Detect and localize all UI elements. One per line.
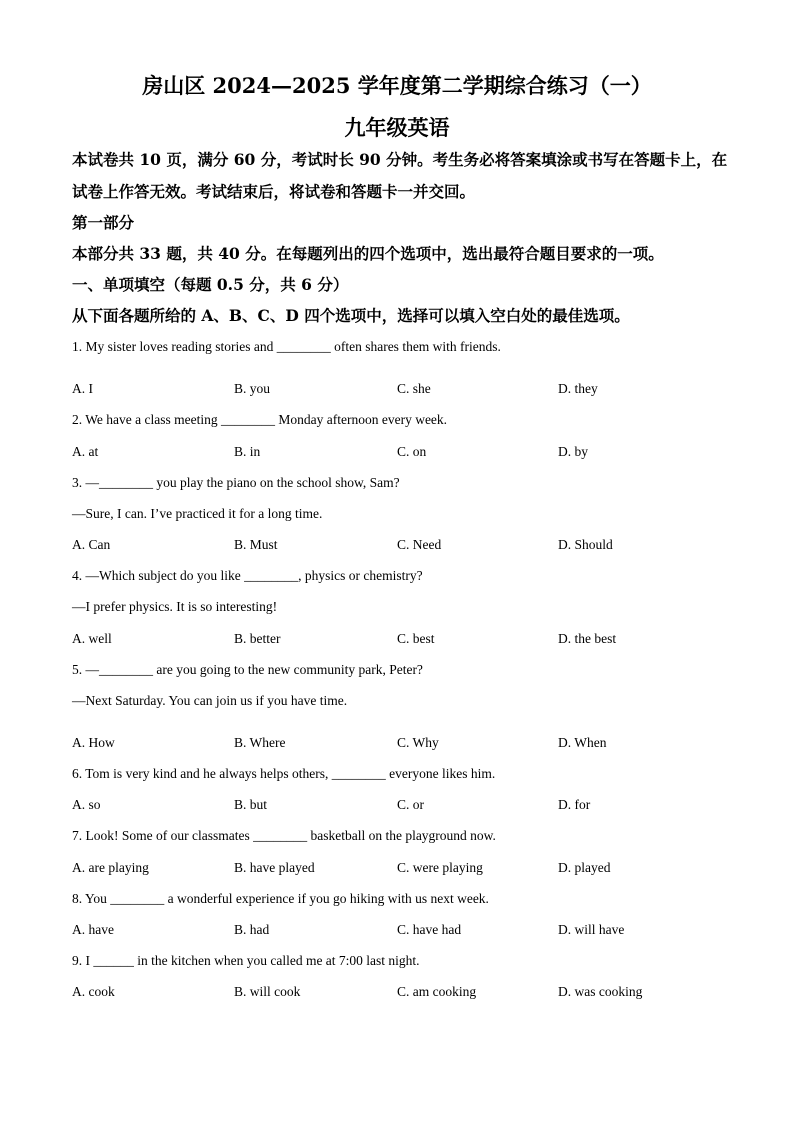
- question-6-option-b[interactable]: B. but: [234, 797, 268, 812]
- question-2-stem: 2. We have a class meeting ________ Monday afternoon every week.: [72, 412, 448, 427]
- question-2-option-b[interactable]: B. in: [234, 444, 261, 459]
- part-heading: 第一部分: [72, 213, 135, 232]
- question-7-stem: 7. Look! Some of our classmates ________ basketball on the playground now.: [72, 828, 496, 843]
- question-3-option-c[interactable]: C. Need: [397, 537, 442, 552]
- question-5-reply: —Next Saturday. You can join us if you have time.: [72, 693, 348, 708]
- question-9-option-d[interactable]: D. was cooking: [558, 984, 643, 999]
- question-1-option-d[interactable]: D. they: [558, 381, 598, 396]
- question-3-option-a[interactable]: A. Can: [72, 537, 111, 552]
- exam-title: 房山区 2024—2025 学年度第二学期综合练习（一）: [142, 73, 652, 98]
- exam-subtitle: 九年级英语: [344, 115, 450, 140]
- question-1-option-b[interactable]: B. you: [234, 381, 271, 396]
- part-description: 本部分共 33 题，共 40 分。在每题列出的四个选项中，选出最符合题目要求的一项。: [72, 244, 664, 263]
- question-2-option-d[interactable]: D. by: [558, 444, 588, 459]
- question-1-stem: 1. My sister loves reading stories and ________ often shares them with friends.: [72, 339, 501, 354]
- question-5-option-b[interactable]: B. Where: [234, 735, 286, 750]
- question-2-option-c[interactable]: C. on: [397, 444, 427, 459]
- question-4-reply: —I prefer physics. It is so interesting!: [72, 599, 278, 614]
- intro-line-2: 试卷上作答无效。考试结束后，将试卷和答题卡一并交回。: [72, 182, 476, 201]
- question-8-option-d[interactable]: D. will have: [558, 922, 625, 937]
- question-1-option-c[interactable]: C. she: [397, 381, 431, 396]
- question-5-option-a[interactable]: A. How: [72, 735, 115, 750]
- question-3-stem: 3. —________ you play the piano on the school show, Sam?: [72, 475, 400, 490]
- question-6-option-d[interactable]: D. for: [558, 797, 591, 812]
- question-9-option-b[interactable]: B. will cook: [234, 984, 301, 999]
- question-4-option-c[interactable]: C. best: [397, 631, 435, 646]
- question-5-option-d[interactable]: D. When: [558, 735, 607, 750]
- intro-line-1: 本试卷共 10 页，满分 60 分，考试时长 90 分钟。考生务必将答案填涂或书写在答题卡上，在: [72, 150, 728, 169]
- question-3-option-b[interactable]: B. Must: [234, 537, 278, 552]
- question-1-option-a[interactable]: A. I: [72, 381, 93, 396]
- question-4-option-b[interactable]: B. better: [234, 631, 281, 646]
- question-2-option-a[interactable]: A. at: [72, 444, 99, 459]
- question-6-option-a[interactable]: A. so: [72, 797, 101, 812]
- question-5-stem: 5. —________ are you going to the new community park, Peter?: [72, 662, 423, 677]
- question-8-stem: 8. You ________ a wonderful experience if you go hiking with us next week.: [72, 891, 489, 906]
- question-7-option-b[interactable]: B. have played: [234, 860, 315, 875]
- section-heading: 一、单项填空（每题 0.5 分，共 6 分）: [72, 275, 349, 294]
- question-6-stem: 6. Tom is very kind and he always helps others, ________ everyone likes him.: [72, 766, 496, 781]
- question-8-option-b[interactable]: B. had: [234, 922, 270, 937]
- question-7-option-a[interactable]: A. are playing: [72, 860, 149, 875]
- question-8-option-c[interactable]: C. have had: [397, 922, 462, 937]
- question-8-option-a[interactable]: A. have: [72, 922, 114, 937]
- question-4-option-d[interactable]: D. the best: [558, 631, 617, 646]
- question-7-option-d[interactable]: D. played: [558, 860, 611, 875]
- question-3-option-d[interactable]: D. Should: [558, 537, 613, 552]
- question-3-reply: —Sure, I can. I’ve practiced it for a long time.: [72, 506, 323, 521]
- question-5-option-c[interactable]: C. Why: [397, 735, 439, 750]
- question-7-option-c[interactable]: C. were playing: [397, 860, 483, 875]
- question-9-stem: 9. I ______ in the kitchen when you called me at 7:00 last night.: [72, 953, 420, 968]
- question-9-option-a[interactable]: A. cook: [72, 984, 115, 999]
- question-9-option-c[interactable]: C. am cooking: [397, 984, 477, 999]
- question-4-stem: 4. —Which subject do you like ________, physics or chemistry?: [72, 568, 423, 583]
- question-6-option-c[interactable]: C. or: [397, 797, 424, 812]
- section-instruction: 从下面各题所给的 A、B、C、D 四个选项中，选择可以填入空白处的最佳选项。: [72, 306, 630, 325]
- question-4-option-a[interactable]: A. well: [72, 631, 112, 646]
